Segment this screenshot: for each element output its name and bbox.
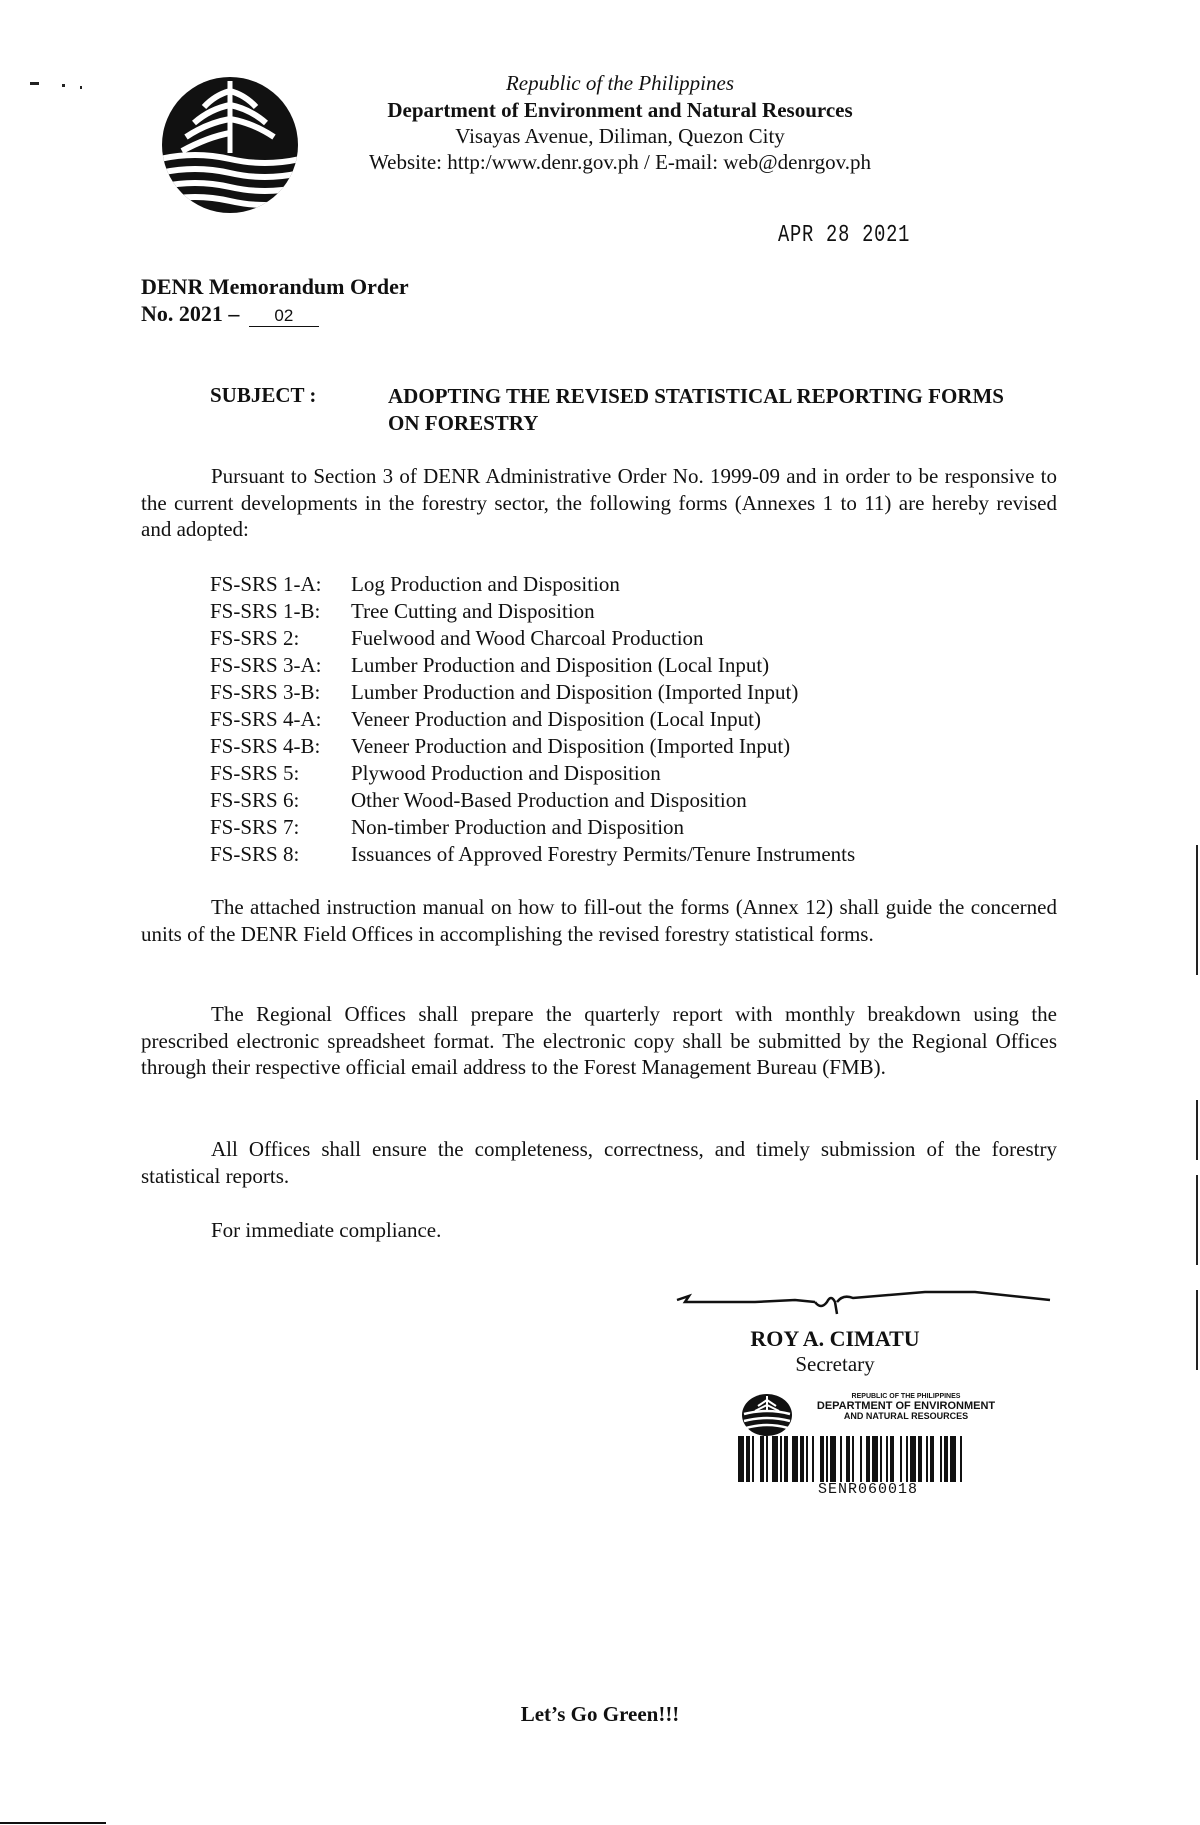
stamp-line-1: REPUBLIC OF THE PHILIPPINES bbox=[851, 1393, 961, 1400]
list-item bbox=[210, 733, 855, 760]
form-title: Fuelwood and Wood Charcoal Production bbox=[351, 626, 704, 650]
barcode-bar bbox=[852, 1436, 854, 1482]
scan-speck bbox=[1196, 1175, 1198, 1265]
barcode-bar bbox=[830, 1436, 836, 1482]
list-item bbox=[210, 814, 855, 841]
memo-number bbox=[141, 301, 319, 327]
memo-number-prefix: No. 2021 – bbox=[141, 301, 240, 326]
barcode-bar bbox=[820, 1436, 824, 1482]
signatory-title: Secretary bbox=[795, 1352, 875, 1376]
barcode-bar bbox=[846, 1436, 850, 1482]
form-code: FS-SRS 6: bbox=[210, 788, 300, 812]
header-website: Website: http:/www.denr.gov.ph / E-mail: web@denrgov.ph bbox=[369, 150, 871, 174]
list-item bbox=[210, 571, 855, 598]
barcode-bar bbox=[746, 1436, 750, 1482]
barcode-bar bbox=[906, 1436, 908, 1482]
barcode-bar bbox=[860, 1436, 862, 1482]
barcode-bar bbox=[806, 1436, 808, 1482]
barcode-bar bbox=[944, 1436, 948, 1482]
stamp-line-3: AND NATURAL RESOURCES bbox=[843, 1411, 969, 1421]
barcode-bar bbox=[772, 1436, 778, 1482]
barcode-bar bbox=[826, 1436, 828, 1482]
form-title: Lumber Production and Disposition (Imported Input) bbox=[351, 680, 799, 704]
barcode-bar bbox=[950, 1436, 956, 1482]
barcode-bar bbox=[866, 1436, 870, 1482]
list-item bbox=[210, 598, 855, 625]
list-item bbox=[210, 706, 855, 733]
list-item bbox=[210, 760, 855, 787]
form-title: Issuances of Approved Forestry Permits/Tenure Instruments bbox=[351, 842, 856, 866]
form-title: Log Production and Disposition bbox=[351, 572, 620, 596]
scan-speck bbox=[30, 82, 39, 85]
barcode-bar bbox=[812, 1436, 814, 1482]
form-code: FS-SRS 3-B: bbox=[210, 680, 321, 704]
subject-label: SUBJECT : bbox=[210, 383, 317, 407]
barcode-bar bbox=[900, 1436, 902, 1482]
barcode-bar bbox=[738, 1436, 744, 1482]
barcode-bar bbox=[760, 1436, 764, 1482]
scan-speck bbox=[1196, 1290, 1198, 1370]
denr-seal-icon bbox=[160, 75, 300, 215]
stamp-line-2: DEPARTMENT OF ENVIRONMENT bbox=[816, 1400, 996, 1412]
barcode-bar bbox=[910, 1436, 916, 1482]
form-code: FS-SRS 5: bbox=[210, 761, 300, 785]
form-code: FS-SRS 1-B: bbox=[210, 599, 321, 623]
denr-stamp-seal-icon bbox=[740, 1392, 794, 1438]
form-code: FS-SRS 4-B: bbox=[210, 734, 321, 758]
scan-speck bbox=[1196, 1100, 1198, 1160]
list-item bbox=[210, 652, 855, 679]
form-title: Veneer Production and Disposition (Imported Input) bbox=[351, 734, 791, 758]
barcode-bar bbox=[800, 1436, 804, 1482]
barcode-bar bbox=[766, 1436, 768, 1482]
barcode-bar bbox=[940, 1436, 942, 1482]
stamp-text bbox=[796, 1392, 1016, 1421]
divider bbox=[0, 1822, 106, 1824]
list-item bbox=[210, 679, 855, 706]
list-item bbox=[210, 841, 855, 868]
form-title: Tree Cutting and Disposition bbox=[351, 599, 595, 623]
form-code: FS-SRS 2: bbox=[210, 626, 300, 650]
paragraph-5: For immediate compliance. bbox=[211, 1218, 442, 1242]
form-title: Non-timber Production and Disposition bbox=[351, 815, 685, 839]
header-republic: Republic of the Philippines bbox=[505, 71, 735, 95]
list-item bbox=[210, 625, 855, 652]
memo-number-value: 02 bbox=[249, 306, 319, 327]
signature bbox=[675, 1280, 1055, 1320]
scan-speck bbox=[80, 86, 82, 89]
form-title: Veneer Production and Disposition (Local Input) bbox=[351, 707, 761, 731]
paragraph-2: The attached instruction manual on how to fill-out the forms (Annex 12) shall guide the concerned units of the DENR Field Offices in accomplishing the revised forestry statistical forms. bbox=[141, 895, 1057, 946]
barcode-bar bbox=[872, 1436, 878, 1482]
form-code: FS-SRS 7: bbox=[210, 815, 300, 839]
header-address: Visayas Avenue, Diliman, Quezon City bbox=[455, 124, 785, 148]
memo-title: DENR Memorandum Order bbox=[141, 274, 409, 299]
barcode bbox=[738, 1436, 1010, 1482]
paragraph-3: The Regional Offices shall prepare the quarterly report with monthly breakdown using the prescribed electronic spreadsheet format. The electronic copy shall be submitted by the Regional Offices through their respective official email address to the Forest Management Bureau (FMB). bbox=[141, 1002, 1057, 1079]
subject-text: ADOPTING THE REVISED STATISTICAL REPORTING FORMS ON FORESTRY bbox=[388, 384, 1004, 435]
barcode-bar bbox=[890, 1436, 894, 1482]
list-item bbox=[210, 787, 855, 814]
barcode-bar bbox=[886, 1436, 888, 1482]
barcode-bar bbox=[960, 1436, 962, 1482]
paragraph-4: All Offices shall ensure the completeness, correctness, and timely submission of the forestry statistical reports. bbox=[141, 1137, 1057, 1188]
form-title: Lumber Production and Disposition (Local Input) bbox=[351, 653, 770, 677]
barcode-bar bbox=[792, 1436, 798, 1482]
form-title: Plywood Production and Disposition bbox=[351, 761, 661, 785]
paragraph-1: Pursuant to Section 3 of DENR Administrative Order No. 1999-09 and in order to be responsive to the current developments in the forestry sector, the following forms (Annexes 1 to 11) are hereby revised and adopted: bbox=[141, 464, 1057, 541]
footer-slogan: Let’s Go Green!!! bbox=[520, 1702, 680, 1726]
barcode-bar bbox=[784, 1436, 788, 1482]
form-code: FS-SRS 1-A: bbox=[210, 572, 322, 596]
barcode-bar bbox=[880, 1436, 882, 1482]
barcode-bar bbox=[918, 1436, 922, 1482]
scan-speck bbox=[1196, 845, 1198, 975]
header-department: Department of Environment and Natural Resources bbox=[387, 98, 853, 122]
form-title: Other Wood-Based Production and Disposition bbox=[351, 788, 747, 812]
barcode-bar bbox=[840, 1436, 842, 1482]
form-code: FS-SRS 3-A: bbox=[210, 653, 322, 677]
date-stamp: APR 28 2021 bbox=[778, 222, 911, 249]
barcode-bar bbox=[752, 1436, 754, 1482]
barcode-number: SENR060018 bbox=[818, 1481, 919, 1498]
barcode-bar bbox=[780, 1436, 782, 1482]
form-code: FS-SRS 4-A: bbox=[210, 707, 322, 731]
signatory-name: ROY A. CIMATU bbox=[750, 1326, 920, 1351]
form-code: FS-SRS 8: bbox=[210, 842, 300, 866]
barcode-bar bbox=[926, 1436, 928, 1482]
barcode-bar bbox=[930, 1436, 934, 1482]
scan-speck bbox=[62, 84, 65, 87]
forms-list bbox=[210, 571, 855, 868]
